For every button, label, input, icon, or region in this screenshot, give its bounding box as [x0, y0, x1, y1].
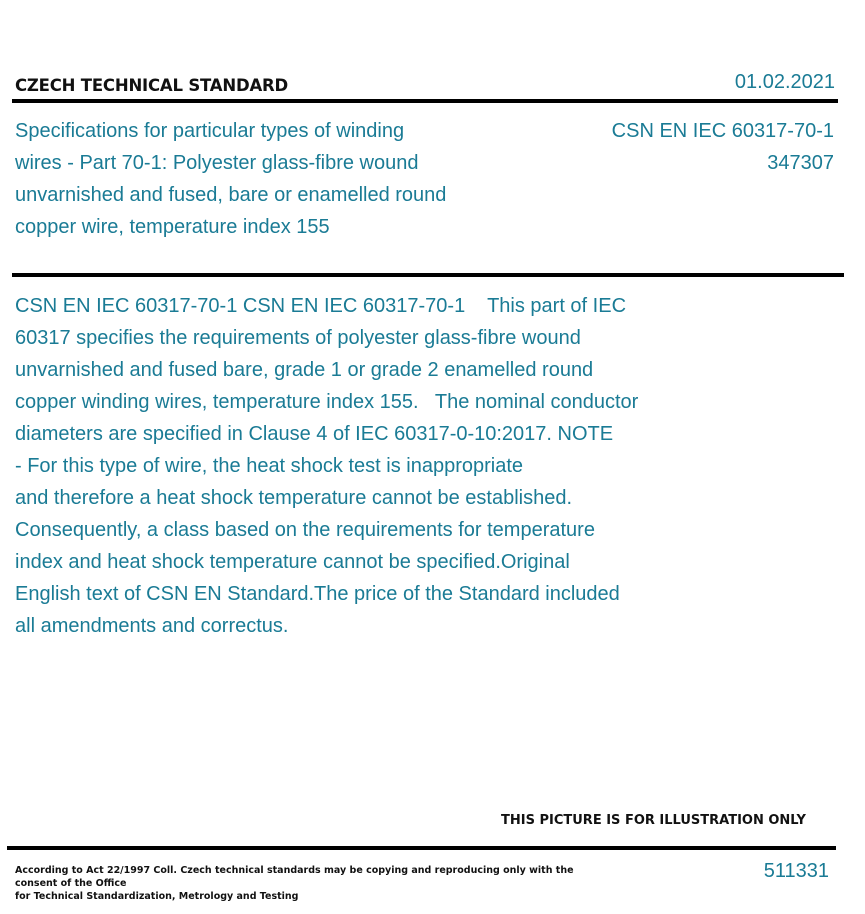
header-divider [12, 99, 838, 103]
description-line: Consequently, a class based on the requirements for temperature [15, 519, 595, 541]
section-divider [12, 273, 844, 277]
publication-date: 01.02.2021 [734, 71, 835, 93]
footer-divider [7, 846, 836, 850]
standard-identifiers [612, 115, 834, 179]
document-number: 511331 [763, 860, 829, 882]
legal-line: According to Act 22/1997 Coll. Czech technical standards may be copying and reproducing only with the consent of the Office [15, 865, 574, 889]
description-line: unvarnished and fused bare, grade 1 or grade 2 enamelled round [15, 359, 594, 381]
description-line: diameters are specified in Clause 4 of IEC 60317-0-10:2017. NOTE [15, 423, 614, 445]
description-line: English text of CSN EN Standard.The price of the Standard included [15, 583, 620, 605]
standard-description [15, 290, 695, 642]
description-line: 60317 specifies the requirements of polyester glass-fibre wound [15, 327, 581, 349]
legal-line: for Technical Standardization, Metrology and Testing [15, 891, 299, 902]
title-line: wires - Part 70-1: Polyester glass-fibre wound [15, 152, 419, 174]
standard-title [15, 115, 495, 243]
title-line: copper wire, temperature index 155 [15, 216, 330, 238]
title-line: unvarnished and fused, bare or enamelled round [15, 184, 447, 206]
description-line: all amendments and correctus. [15, 615, 289, 637]
standard-code: CSN EN IEC 60317-70-1 [611, 120, 834, 142]
title-line: Specifications for particular types of winding [15, 120, 405, 142]
description-line: CSN EN IEC 60317-70-1 CSN EN IEC 60317-70-1 This part of IEC [15, 295, 627, 317]
standard-type-label: CZECH TECHNICAL STANDARD [15, 76, 289, 95]
legal-notice [15, 864, 585, 903]
description-line: and therefore a heat shock temperature cannot be established. [15, 487, 573, 509]
illustration-disclaimer: THIS PICTURE IS FOR ILLUSTRATION ONLY [501, 813, 806, 828]
description-line: copper winding wires, temperature index 155. The nominal conductor [15, 391, 639, 413]
description-line: index and heat shock temperature cannot be specified.Original [15, 551, 570, 573]
catalog-number: 347307 [767, 152, 834, 174]
description-line: - For this type of wire, the heat shock test is inappropriate [15, 455, 524, 477]
